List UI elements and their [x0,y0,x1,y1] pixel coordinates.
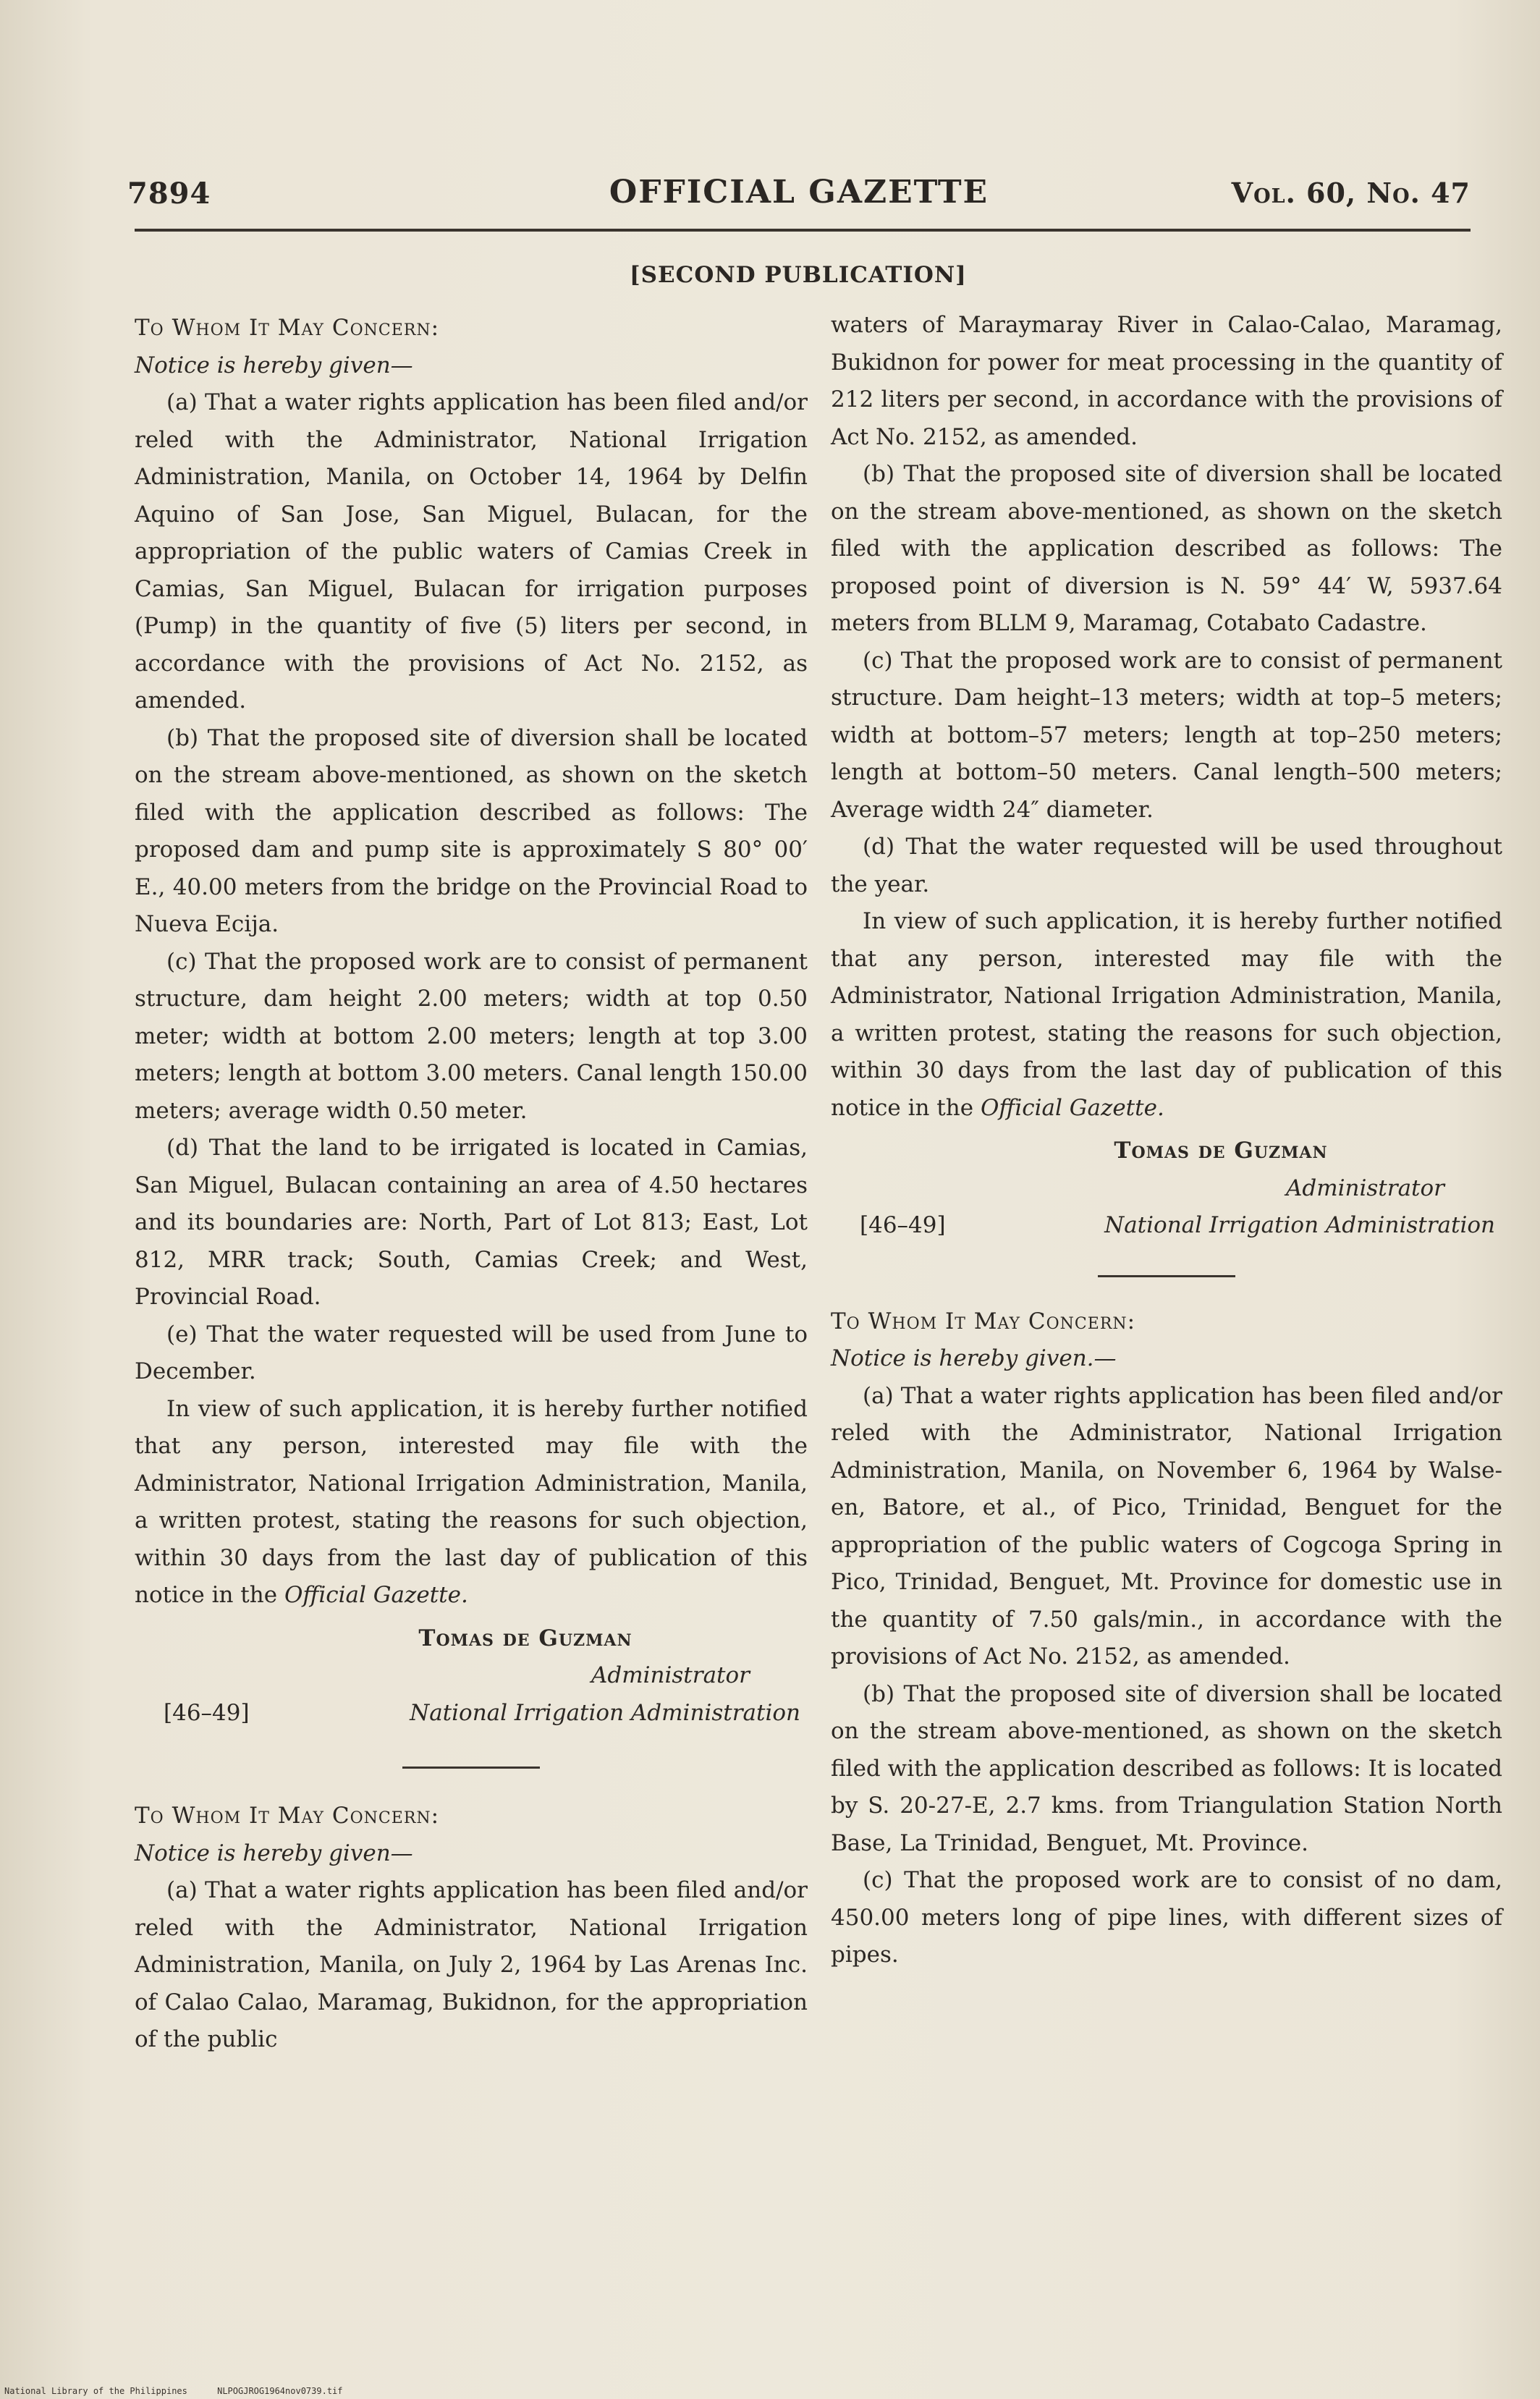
notice1-addressee: To Whom It May Concern: [135,315,440,341]
page-number: 7894 [127,177,211,211]
notice1-para-c: (c) That the proposed work are to consist of permanent structure, dam height 2.00 meters; width at top 0.50 meter; width at bottom 2.00 meters; length at top 3.00 meters; length at bottom 3.00 meters. Canal length 150.00 meters; average width 0.50 meter. [135,948,808,1124]
header-rule [135,229,1471,232]
notice3-addressee: To Whom It May Concern: [831,1308,1136,1334]
footer-file: NLPOGJROG1964nov0739.tif [217,2386,343,2396]
notice2-gazette-ref: Official Gazette. [980,1094,1164,1121]
notice1-gazette-ref: Official Gazette. [284,1582,468,1608]
notice1-para-d: (d) That the land to be irrigated is located in Camias, San Miguel, Bulacan containing an area of 4.50 hectares and its boundaries are: North, Part of Lot 813; East, Lot 812, MRR track; South, Camias Creek; and West, Provincial Road. [135,1135,808,1310]
notice1-para-b: (b) That the proposed site of diversion shall be located on the stream above-mentioned, as shown on the sketch filed with the application described as follows: The proposed dam and pump site is approximately S 80° 00′ E., 40.00 meters from the bridge on the Provincial Road to Nueva Ecija. [135,724,808,937]
notice2-para-c: (c) That the proposed work are to consist of permanent structure. Dam height–13 meters; width at top–5 meters; width at bottom–57 meters; length at top–250 meters; length at bottom–50 meters. Canal length–500 meters; Average width 24″ diameter. [831,647,1502,823]
notice2-sig-line [831,1207,1502,1245]
notice3-para-a: (a) That a water rights application has been filed and/or reled with the Administrator, National Irrigation Administration, Manila, on November 6, 1964 by Walse-en, Batore, et al., of Pico, Trinidad, Benguet for the appropriation of the public waters of Cogcoga Spring in Pico, Trinidad, Benguet, Mt. Province for domestic use in the quantity of 7.50 gals/min., in accordance with the provisions of Act No. 2152, as amended. [831,1382,1502,1670]
footer-library: National Library of the Philippines [4,2386,187,2396]
notice2-ref: [46–49] [860,1212,946,1238]
notice2-para-b: (b) That the proposed site of diversion shall be located on the stream above-mentioned, as shown on the sketch filed with the application described as follows: The proposed point of diversion is N. 59° 44′ W, 5937.64 meters from BLLM 9, Maramag, Cotabato Cadastre. [831,461,1502,636]
notice3-para-c: (c) That the proposed work are to consist of no dam, 450.00 meters long of pipe lines, with different sizes of pipes. [831,1867,1502,1968]
notice2-agency: National Irrigation Administration [1104,1212,1495,1238]
right-column [831,307,1502,1974]
notice1-role: Administrator [591,1662,750,1688]
notice1-para-a: (a) That a water rights application has been filed and/or reled with the Administrator, National Irrigation Administration, Manila, on October 14, 1964 by Delfin Aquino of San Jose, San Miguel, Bulacan, for the appropriation of the public waters of Camias Creek in Camias, San Miguel, Bulacan for irrigation purposes (Pump) in the quantity of five (5) liters per second, in accordance with the provisions of Act No. 2152, as amended. [135,389,808,714]
notice1-signatory: Tomas de Guzman [418,1625,632,1651]
notice1-sig-line [135,1695,808,1732]
publication-title: OFFICIAL GAZETTE [609,174,989,211]
publication-label: [SECOND PUBLICATION] [630,262,967,288]
notice2-signatory: Tomas de Guzman [1114,1138,1328,1164]
notice2-role: Administrator [1285,1175,1444,1201]
left-column [135,310,808,2059]
page-header [127,171,1471,221]
notice-divider [402,1767,540,1769]
notice1-para-e: (e) That the water requested will be used from June to December. [135,1321,808,1384]
notice2-para-a-start: (a) That a water rights application has been filed and/or reled with the Administrator, National Irrigation Administration, Manila, on July 2, 1964 by Las Arenas Inc. of Calao Calao, Maramag, Bukidnon, for the appropriation of the public [135,1877,808,2052]
notice3-para-b: (b) That the proposed site of diversion shall be located on the stream above-mentioned, as shown on the sketch filed with the application described as follows: It is located by S. 20-27-E, 2.7 kms. from Triangulation Station North Base, La Trinidad, Benguet, Mt. Province. [831,1680,1502,1856]
scan-footer [4,2386,368,2396]
notice1-closing [135,1391,808,1615]
notice2-closing-text: In view of such application, it is hereby further notified that any person, interested may file with the Administrator, National Irrigation Administration, Manila, a written protest, stating the reasons for such objection, within 30 days from the last day of publication of this notice in the [831,908,1502,1121]
notice-divider [1098,1275,1235,1277]
notice1-closing-text: In view of such application, it is hereby further notified that any person, interested may file with the Administrator, National Irrigation Administration, Manila, a written protest, stating the reasons for such objection, within 30 days from the last day of publication of this notice in the [135,1395,808,1608]
volume-number: Vol. 60, No. 47 [1231,177,1471,209]
notice1-ref: [46–49] [164,1699,250,1726]
notice3-lead: Notice is hereby given.— [831,1345,1117,1371]
notice2-addressee: To Whom It May Concern: [135,1803,440,1829]
notice2-lead: Notice is hereby given— [135,1840,413,1866]
notice1-lead: Notice is hereby given— [135,352,413,378]
notice2-closing [831,903,1502,1127]
notice2-para-a-cont: waters of Maraymaray River in Calao-Calao, Maramag, Bukidnon for power for meat processing in the quantity of 212 liters per second, in accordance with the provisions of Act No. 2152, as amended. [831,312,1502,450]
notice2-para-d: (d) That the water requested will be used throughout the year. [831,834,1502,897]
notice1-agency: National Irrigation Administration [410,1699,800,1726]
